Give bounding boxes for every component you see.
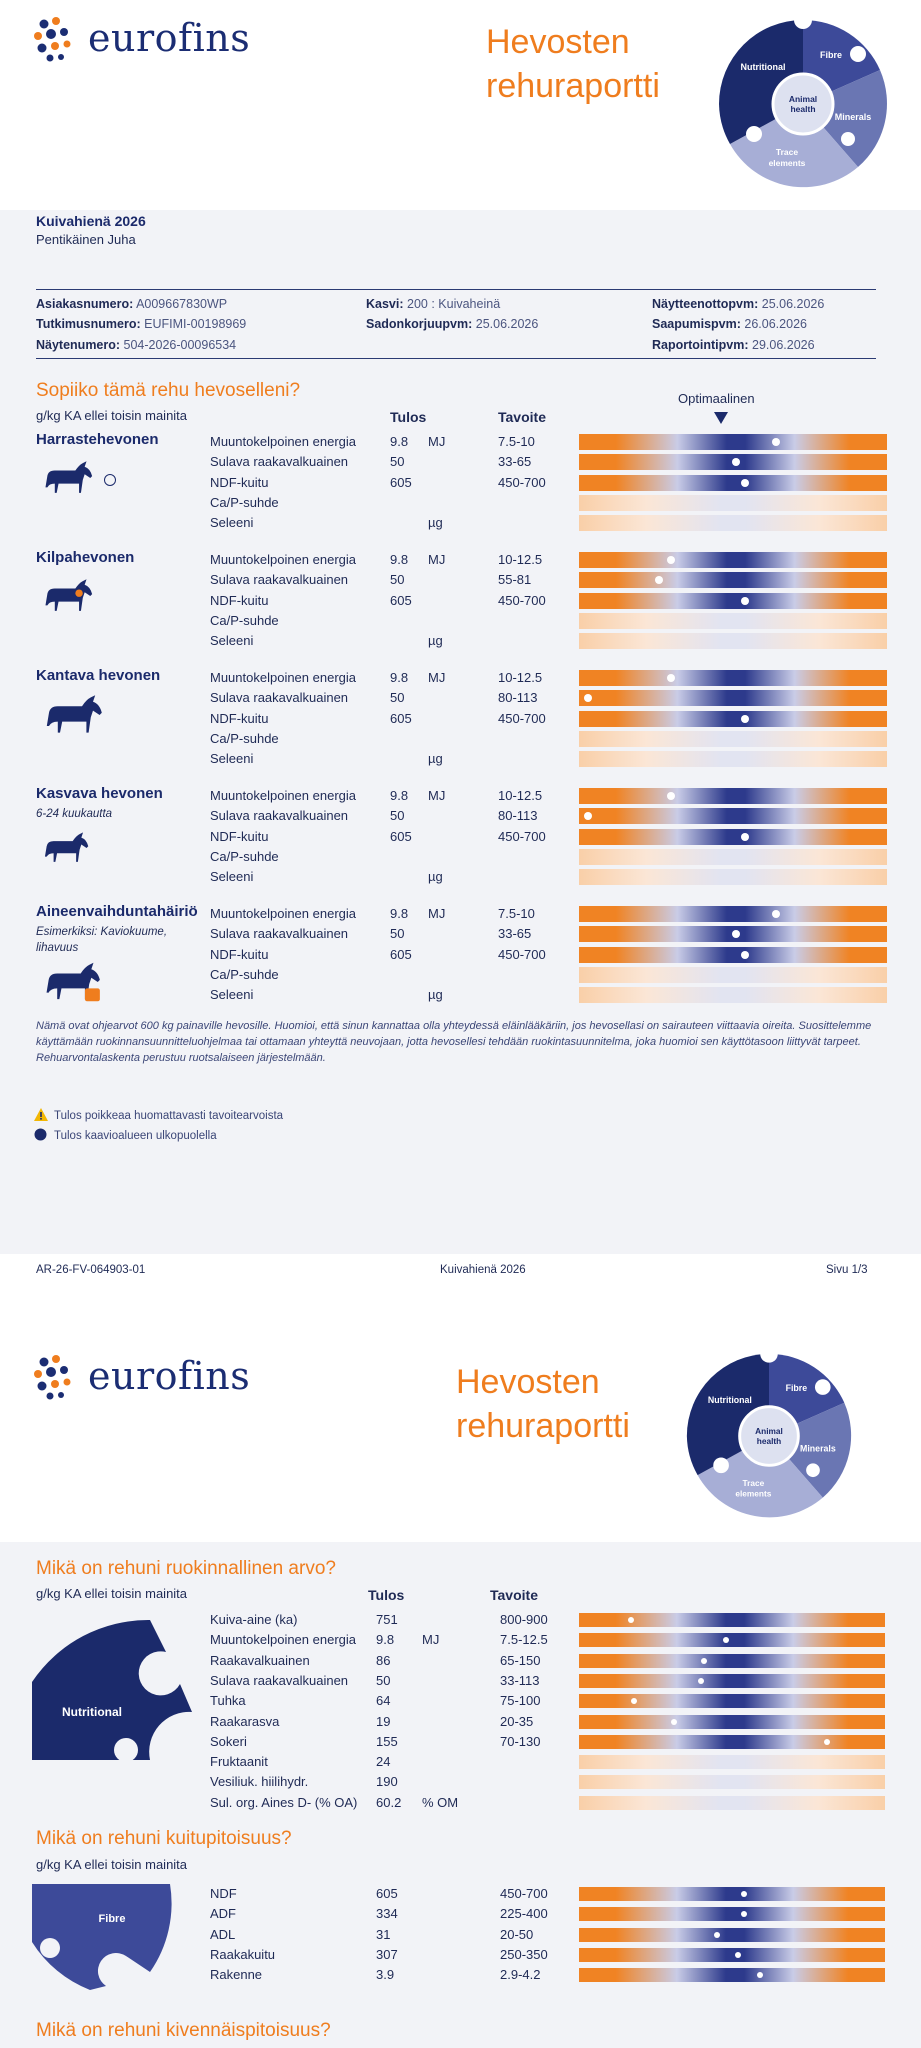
row-name: Muuntokelpoinen energia bbox=[210, 670, 356, 685]
row-value: 605 bbox=[376, 1886, 398, 1901]
range-bar bbox=[579, 1907, 885, 1921]
puzzle-label-elements: elements bbox=[768, 158, 806, 168]
fibre-unit-note: g/kg KA ellei toisin mainita bbox=[36, 1857, 188, 1872]
row-name: Sulava raakavalkuainen bbox=[210, 808, 349, 824]
sample-owner: Pentikäinen Juha bbox=[36, 232, 136, 247]
row-name: Sulava raakavalkuainen bbox=[210, 1672, 349, 1688]
range-bar bbox=[579, 434, 887, 450]
range-bar bbox=[579, 1715, 885, 1729]
analysis-row bbox=[0, 827, 921, 847]
row-target: 2.9-4.2 bbox=[500, 1967, 541, 1983]
analysis-row bbox=[0, 432, 921, 452]
row-value: 50 bbox=[390, 454, 405, 470]
range-bar bbox=[579, 849, 887, 865]
meta-sadonkorjuu: Sadonkorjuupvm: 25.06.2026 bbox=[366, 317, 539, 331]
result-marker bbox=[723, 1637, 729, 1643]
analysis-row bbox=[0, 806, 921, 826]
analysis-row bbox=[0, 945, 921, 965]
row-value: 31 bbox=[376, 1926, 391, 1942]
row-name: NDF-kuitu bbox=[210, 946, 269, 962]
range-bar bbox=[579, 1755, 885, 1769]
analysis-row bbox=[0, 631, 921, 651]
row-name: NDF-kuitu bbox=[210, 592, 269, 608]
row-value: 3.9 bbox=[376, 1967, 395, 1983]
range-bar bbox=[579, 552, 887, 568]
analysis-row bbox=[0, 513, 921, 533]
row-unit: MJ bbox=[428, 552, 446, 567]
row-target: 80-113 bbox=[498, 690, 538, 706]
row-name: ADF bbox=[210, 1906, 236, 1922]
result-marker bbox=[732, 458, 740, 466]
row-value: 50 bbox=[390, 572, 405, 588]
row-name: ADL bbox=[210, 1926, 236, 1942]
row-target: 450-700 bbox=[498, 710, 546, 726]
analysis-row bbox=[0, 688, 921, 708]
fibre-piece-label: Fibre bbox=[98, 1913, 126, 1925]
row-name: Fruktaanit bbox=[210, 1754, 268, 1770]
row-target: 450-700 bbox=[498, 828, 546, 844]
result-marker bbox=[584, 812, 592, 820]
row-name: Sul. org. Aines D- (% OA) bbox=[210, 1794, 358, 1810]
row-unit: µg bbox=[428, 987, 443, 1003]
row-name: Ca/P-suhde bbox=[210, 730, 279, 746]
suitability-unit-note: g/kg KA ellei toisin mainita bbox=[36, 408, 188, 423]
eurofins-logo bbox=[30, 14, 290, 66]
logo-text: eurofins bbox=[88, 16, 251, 60]
row-value: 9.8 bbox=[390, 788, 409, 803]
page-gap bbox=[0, 1298, 921, 1330]
range-bar bbox=[579, 495, 887, 511]
group-title: Kilpahevonen bbox=[36, 549, 135, 566]
row-value: 605 bbox=[390, 828, 412, 844]
result-marker bbox=[741, 479, 749, 487]
row-value: 60.2 bbox=[376, 1794, 402, 1810]
row-name: Sulava raakavalkuainen bbox=[210, 454, 349, 470]
result-marker bbox=[701, 1658, 707, 1664]
row-unit: MJ bbox=[422, 1632, 440, 1648]
row-unit: MJ bbox=[428, 788, 446, 803]
range-bar bbox=[579, 1887, 885, 1901]
row-name: Ca/P-suhde bbox=[210, 848, 279, 864]
analysis-row bbox=[0, 867, 921, 887]
analysis-row bbox=[0, 473, 921, 493]
puzzle-label-trace: Trace bbox=[775, 147, 799, 157]
row-value: 64 bbox=[376, 1693, 391, 1709]
range-bar bbox=[579, 1968, 885, 1982]
row-name: NDF-kuitu bbox=[210, 710, 269, 726]
fibre-title: Mikä on rehuni kuitupitoisuus? bbox=[36, 1828, 292, 1849]
row-name: Vesiliuk. hiilihydr. bbox=[210, 1774, 309, 1790]
row-unit: MJ bbox=[428, 670, 446, 685]
row-name: NDF bbox=[210, 1886, 237, 1901]
row-name: Muuntokelpoinen energia bbox=[210, 906, 356, 921]
range-bar bbox=[579, 613, 887, 629]
row-name: Ca/P-suhde bbox=[210, 494, 279, 510]
nutritional-row bbox=[0, 1712, 921, 1732]
analysis-row bbox=[0, 591, 921, 611]
meta-saapumis: Saapumispvm: 26.06.2026 bbox=[652, 317, 807, 331]
range-bar bbox=[579, 947, 887, 963]
row-target: 65-150 bbox=[500, 1652, 541, 1668]
nutritional-row bbox=[0, 1793, 921, 1813]
row-name: Sulava raakavalkuainen bbox=[210, 690, 349, 706]
analysis-row bbox=[0, 709, 921, 729]
group-subtitle: 6-24 kuukautta bbox=[36, 808, 113, 820]
footer-sample: Kuivahienä 2026 bbox=[440, 1264, 526, 1276]
result-marker bbox=[741, 1891, 747, 1897]
row-name: Kuiva-aine (ka) bbox=[210, 1612, 298, 1627]
result-marker bbox=[667, 556, 675, 564]
row-value: 24 bbox=[376, 1754, 391, 1770]
row-name: Ca/P-suhde bbox=[210, 966, 279, 982]
puzzle2-label-nutritional: Nutritional bbox=[707, 1394, 752, 1405]
fibre-row bbox=[0, 1925, 921, 1945]
result-marker bbox=[732, 930, 740, 938]
range-bar bbox=[579, 1928, 885, 1942]
row-value: 334 bbox=[376, 1906, 398, 1922]
row-name: NDF-kuitu bbox=[210, 474, 269, 490]
range-bar bbox=[579, 633, 887, 649]
group-title: Aineenvaihduntahäiriö bbox=[36, 903, 198, 920]
range-bar bbox=[579, 475, 887, 491]
range-bar bbox=[579, 829, 887, 845]
nutritional-row bbox=[0, 1691, 921, 1711]
result-marker bbox=[631, 1698, 637, 1704]
analysis-row bbox=[0, 904, 921, 924]
fibre-row bbox=[0, 1904, 921, 1924]
row-unit: MJ bbox=[428, 906, 446, 921]
report-title bbox=[486, 20, 660, 108]
puzzle2-label-animal: Animal bbox=[755, 1426, 783, 1437]
row-name: Muuntokelpoinen energia bbox=[210, 788, 356, 803]
result-marker bbox=[741, 951, 749, 959]
logo-dots-icon bbox=[30, 14, 82, 66]
range-bar bbox=[579, 1735, 885, 1749]
footer-page: Sivu 1/3 bbox=[826, 1264, 868, 1276]
row-target: 800-900 bbox=[500, 1612, 548, 1627]
legend-warning-text: Tulos poikkeaa huomattavasti tavoitearvoista bbox=[54, 1110, 284, 1122]
row-name: NDF-kuitu bbox=[210, 828, 269, 844]
row-target: 450-700 bbox=[498, 474, 546, 490]
row-unit: MJ bbox=[428, 434, 446, 449]
puzzle2-label-trace: Trace bbox=[742, 1477, 765, 1488]
col-result-header: Tulos bbox=[390, 409, 427, 425]
row-name: Seleeni bbox=[210, 987, 254, 1003]
analysis-row bbox=[0, 985, 921, 1005]
range-bar bbox=[579, 1775, 885, 1789]
row-target: 10-12.5 bbox=[498, 552, 543, 567]
result-marker bbox=[741, 715, 749, 723]
range-bar bbox=[579, 1613, 885, 1627]
report-title-line1: Hevosten bbox=[486, 23, 630, 61]
col-target-header: Tavoite bbox=[498, 409, 546, 425]
range-bar bbox=[579, 690, 887, 706]
meta-kasvi: Kasvi: 200 : Kuivaheinä bbox=[366, 297, 501, 311]
row-name: Seleeni bbox=[210, 633, 254, 649]
row-value: 605 bbox=[390, 592, 412, 608]
suitability-title: Sopiiko tämä rehu hevoselleni? bbox=[36, 380, 301, 401]
row-name: Muuntokelpoinen energia bbox=[210, 1632, 356, 1648]
puzzle2-label-elements: elements bbox=[735, 1488, 772, 1499]
result-marker bbox=[772, 910, 780, 918]
outside-dot-icon bbox=[34, 1128, 47, 1141]
meta-bottom-divider bbox=[36, 358, 876, 359]
analysis-row bbox=[0, 611, 921, 631]
row-target: 33-65 bbox=[498, 454, 532, 470]
report-title-2-line1: Hevosten bbox=[456, 1363, 600, 1401]
row-unit: µg bbox=[428, 751, 443, 767]
optimal-marker-icon bbox=[714, 412, 728, 424]
meta-raportointi: Raportointipvm: 29.06.2026 bbox=[652, 338, 815, 352]
meta-asiakasnumero: Asiakasnumero: A009667830WP bbox=[36, 297, 228, 311]
puzzle-label-nutritional: Nutritional bbox=[740, 62, 786, 72]
result-marker bbox=[667, 792, 675, 800]
puzzle-label-health: health bbox=[790, 104, 816, 114]
range-bar bbox=[579, 926, 887, 942]
puzzle-label-minerals: Minerals bbox=[834, 112, 872, 122]
row-name: Muuntokelpoinen energia bbox=[210, 552, 356, 567]
row-target: 7.5-12.5 bbox=[500, 1632, 548, 1648]
report-title-2-line2: rehuraportti bbox=[456, 1407, 630, 1445]
row-name: Sulava raakavalkuainen bbox=[210, 572, 349, 588]
analysis-row bbox=[0, 965, 921, 985]
group-title: Kasvava hevonen bbox=[36, 785, 163, 802]
report-title-line2: rehuraportti bbox=[486, 67, 660, 105]
minerals-title: Mikä on rehuni kivennäispitoisuus? bbox=[36, 2020, 331, 2041]
row-value: 605 bbox=[390, 946, 412, 962]
legend-outside bbox=[34, 1128, 217, 1142]
result-marker bbox=[741, 1911, 747, 1917]
page-footer bbox=[0, 1254, 921, 1298]
nutritional-col-result: Tulos bbox=[368, 1587, 405, 1603]
row-target: 250-350 bbox=[500, 1946, 548, 1962]
result-marker bbox=[772, 438, 780, 446]
group-title: Harrastehevonen bbox=[36, 431, 159, 448]
row-target: 225-400 bbox=[500, 1906, 548, 1922]
analysis-row bbox=[0, 924, 921, 944]
row-value: 307 bbox=[376, 1946, 398, 1962]
nutritional-row bbox=[0, 1630, 921, 1650]
nutritional-unit-note: g/kg KA ellei toisin mainita bbox=[36, 1586, 188, 1601]
row-target: 33-113 bbox=[500, 1672, 540, 1688]
optimal-label: Optimaalinen bbox=[678, 391, 755, 406]
meta-tutkimusnumero: Tutkimusnumero: EUFIMI-00198969 bbox=[36, 317, 247, 331]
range-bar bbox=[579, 593, 887, 609]
row-value: 50 bbox=[376, 1672, 391, 1688]
row-target: 10-12.5 bbox=[498, 788, 543, 803]
row-target: 33-65 bbox=[498, 926, 532, 942]
analysis-row bbox=[0, 452, 921, 472]
row-target: 10-12.5 bbox=[498, 670, 543, 685]
report-title-2 bbox=[456, 1360, 630, 1448]
legend-outside-text: Tulos kaavioalueen ulkopuolella bbox=[54, 1130, 217, 1142]
analysis-row bbox=[0, 668, 921, 688]
row-target: 450-700 bbox=[498, 592, 546, 608]
meta-top-divider bbox=[36, 289, 876, 290]
range-bar bbox=[579, 1633, 885, 1647]
row-name: Muuntokelpoinen energia bbox=[210, 434, 356, 449]
row-name: Rakenne bbox=[210, 1967, 263, 1983]
analysis-row bbox=[0, 847, 921, 867]
range-bar bbox=[579, 515, 887, 531]
legend-warning bbox=[34, 1108, 283, 1122]
row-value: 50 bbox=[390, 808, 405, 824]
range-bar bbox=[579, 1674, 885, 1688]
row-name: Sulava raakavalkuainen bbox=[210, 926, 349, 942]
row-value: 50 bbox=[390, 926, 405, 942]
group-title: Kantava hevonen bbox=[36, 667, 161, 684]
puzzle-wheel-icon bbox=[708, 14, 898, 194]
sample-title: Kuivahienä 2026 bbox=[36, 213, 146, 229]
analysis-row bbox=[0, 493, 921, 513]
meta-naytteenotto: Näytteenottopvm: 25.06.2026 bbox=[652, 297, 825, 311]
row-name: Sokeri bbox=[210, 1733, 247, 1749]
row-name: Raakarasva bbox=[210, 1713, 280, 1729]
result-marker bbox=[714, 1932, 720, 1938]
range-bar bbox=[579, 1694, 885, 1708]
nutritional-row bbox=[0, 1752, 921, 1772]
row-target: 450-700 bbox=[498, 946, 546, 962]
nutritional-row bbox=[0, 1671, 921, 1691]
row-value: 19 bbox=[376, 1713, 391, 1729]
range-bar bbox=[579, 1796, 885, 1810]
result-marker bbox=[741, 833, 749, 841]
footer-code: AR-26-FV-064903-01 bbox=[36, 1264, 146, 1276]
range-bar bbox=[579, 869, 887, 885]
analysis-row bbox=[0, 786, 921, 806]
range-bar bbox=[579, 788, 887, 804]
row-unit: % OM bbox=[422, 1794, 459, 1810]
result-marker bbox=[655, 576, 663, 584]
range-bar bbox=[579, 670, 887, 686]
nutritional-row bbox=[0, 1732, 921, 1752]
eurofins-logo-2 bbox=[30, 1352, 290, 1404]
range-bar bbox=[579, 731, 887, 747]
range-bar bbox=[579, 1654, 885, 1668]
row-name: Tuhka bbox=[210, 1693, 246, 1709]
row-value: 9.8 bbox=[376, 1632, 395, 1648]
fibre-row bbox=[0, 1965, 921, 1985]
row-name: Raakakuitu bbox=[210, 1946, 276, 1962]
puzzle-label-fibre: Fibre bbox=[819, 50, 843, 60]
row-target: 20-50 bbox=[500, 1926, 534, 1942]
meta-naytenumero: Näytenumero: 504-2026-00096534 bbox=[36, 338, 237, 352]
row-value: 155 bbox=[376, 1733, 398, 1749]
row-value: 751 bbox=[376, 1612, 398, 1627]
range-bar bbox=[579, 1948, 885, 1962]
row-name: Seleeni bbox=[210, 751, 254, 767]
row-value: 190 bbox=[376, 1774, 398, 1790]
puzzle-label-animal: Animal bbox=[788, 94, 818, 104]
row-target: 20-35 bbox=[500, 1713, 534, 1729]
row-value: 9.8 bbox=[390, 552, 409, 567]
result-marker bbox=[735, 1952, 741, 1958]
row-value: 605 bbox=[390, 710, 412, 726]
range-bar bbox=[579, 711, 887, 727]
row-name: Ca/P-suhde bbox=[210, 612, 279, 628]
row-unit: µg bbox=[428, 633, 443, 649]
row-target: 7.5-10 bbox=[498, 434, 535, 449]
row-value: 50 bbox=[390, 690, 405, 706]
puzzle2-label-health: health bbox=[756, 1435, 782, 1446]
range-bar bbox=[579, 751, 887, 767]
nutritional-row bbox=[0, 1610, 921, 1630]
analysis-row bbox=[0, 570, 921, 590]
result-marker bbox=[667, 674, 675, 682]
result-marker bbox=[584, 694, 592, 702]
nutritional-title: Mikä on rehuni ruokinnallinen arvo? bbox=[36, 1558, 336, 1579]
disclaimer-text: Nämä ovat ohjearvot 600 kg painaville hevosille. Huomioi, että sinun kannattaa olla yhteydessä eläinlääkäriin, jos hevosellasi on sairauteen viittaavia oireita. Suosittelemme käyttämään ruokinnansuunnitteluohjelmaa tai ottamaan yhteyttä neuvojaan, jotta hevosellesi tehdään ruokintasuunnitelma, joka huomioi sen käyttötasoon liittyvät tarpeet. Rehuarvontalaskenta perustuu ruotsalaiseen järjestelmään. bbox=[36, 1020, 872, 1064]
analysis-row bbox=[0, 729, 921, 749]
row-target: 7.5-10 bbox=[498, 906, 535, 921]
logo-dots-icon bbox=[30, 1352, 82, 1404]
warning-triangle-icon bbox=[34, 1108, 48, 1121]
nutritional-piece-label: Nutritional bbox=[62, 1705, 122, 1719]
row-target: 70-130 bbox=[500, 1733, 541, 1749]
group-subtitle: Esimerkiksi: Kaviokuume, lihavuus bbox=[36, 926, 168, 954]
range-bar bbox=[579, 987, 887, 1003]
analysis-row bbox=[0, 550, 921, 570]
nutritional-col-target: Tavoite bbox=[490, 1587, 538, 1603]
page-header-2 bbox=[0, 1330, 921, 1542]
analysis-row bbox=[0, 749, 921, 769]
range-bar bbox=[579, 572, 887, 588]
row-value: 9.8 bbox=[390, 434, 409, 449]
result-marker bbox=[741, 597, 749, 605]
row-value: 605 bbox=[390, 474, 412, 490]
report-page-2 bbox=[0, 1330, 921, 2048]
fibre-row bbox=[0, 1945, 921, 1965]
result-marker bbox=[824, 1739, 830, 1745]
row-target: 80-113 bbox=[498, 808, 538, 824]
row-name: Raakavalkuainen bbox=[210, 1652, 310, 1668]
result-marker bbox=[628, 1617, 634, 1623]
logo-text-2: eurofins bbox=[88, 1354, 251, 1398]
puzzle-wheel-icon-2 bbox=[676, 1348, 862, 1524]
row-unit: µg bbox=[428, 869, 443, 885]
range-bar bbox=[579, 967, 887, 983]
row-name: Seleeni bbox=[210, 515, 254, 531]
row-target: 450-700 bbox=[500, 1886, 548, 1901]
row-value: 9.8 bbox=[390, 670, 409, 685]
result-marker bbox=[698, 1678, 704, 1684]
range-bar bbox=[579, 454, 887, 470]
row-target: 55-81 bbox=[498, 572, 532, 588]
result-marker bbox=[671, 1719, 677, 1725]
range-bar bbox=[579, 808, 887, 824]
puzzle2-label-fibre: Fibre bbox=[785, 1383, 808, 1394]
nutritional-row bbox=[0, 1772, 921, 1792]
nutritional-row bbox=[0, 1651, 921, 1671]
range-bar bbox=[579, 906, 887, 922]
puzzle2-label-minerals: Minerals bbox=[800, 1443, 836, 1454]
page-header bbox=[0, 0, 921, 210]
row-value: 9.8 bbox=[390, 906, 409, 921]
result-marker bbox=[757, 1972, 763, 1978]
fibre-row bbox=[0, 1884, 921, 1904]
row-target: 75-100 bbox=[500, 1693, 541, 1709]
row-unit: µg bbox=[428, 515, 443, 531]
row-value: 86 bbox=[376, 1652, 391, 1668]
row-name: Seleeni bbox=[210, 869, 254, 885]
